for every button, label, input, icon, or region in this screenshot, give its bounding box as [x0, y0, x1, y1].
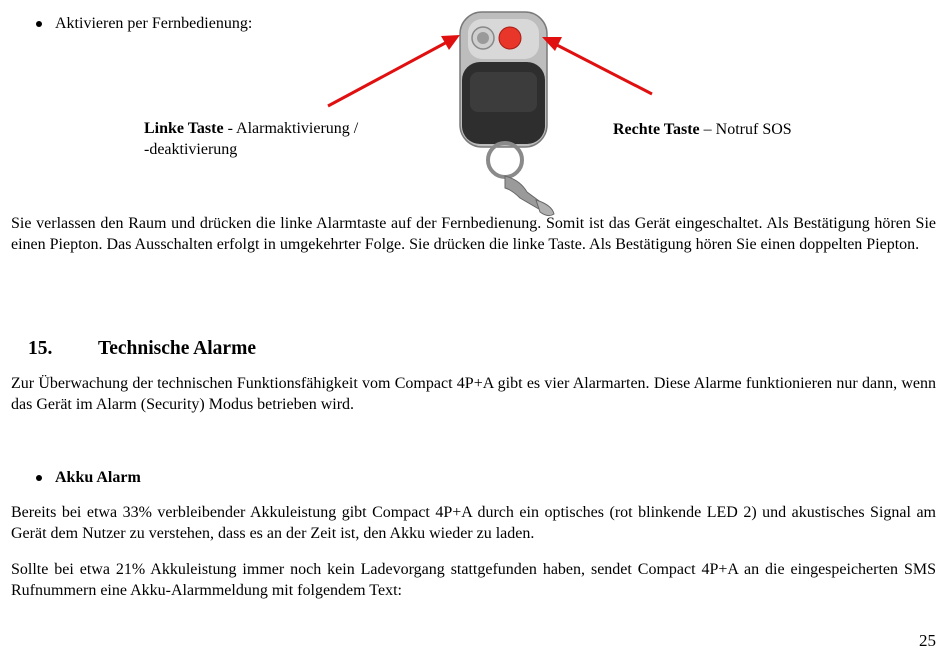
section-title: Technische Alarme: [98, 338, 256, 359]
key-fob-image: [460, 12, 554, 216]
left-key-desc-1: - Alarmaktivierung /: [223, 120, 359, 137]
right-key-desc: – Notruf SOS: [699, 121, 792, 138]
section-heading: [28, 337, 256, 361]
right-key-label: Rechte Taste: [613, 121, 700, 138]
intro-bullet-text: Aktivieren per Fernbedienung:: [55, 15, 253, 32]
section-number: 15.: [28, 338, 53, 359]
paragraph-intro: Zur Überwachung der technischen Funktionsfähigkeit vom Compact 4P+A gibt es vier Alarmarten. Diese Alarme funktionieren nur dann, wenn das Gerät im Alarm (Security) Modus betrieben wird.: [11, 375, 936, 413]
paragraph-akku-2: Sollte bei etwa 21% Akkuleistung immer noch kein Ladevorgang stattgefunden haben, sendet Compact 4P+A an die eingespeicherten SMS Rufnummern eine Akku-Alarmmeldung mit folgendem Text:: [11, 561, 936, 599]
paragraph-remote: Sie verlassen den Raum und drücken die linke Alarmtaste auf der Fernbedienung. Somit ist das Gerät eingeschaltet. Als Bestätigung hören Sie einen Piepton. Das Ausschalten erfolgt in umgekehrter Folge. Sie drücken die linke Taste. Als Bestätigung hören Sie einen doppelten Piepton.: [11, 215, 936, 253]
right-key-caption: [613, 119, 792, 140]
akku-bullet: [36, 467, 141, 488]
left-key-desc-2: -deaktivierung: [144, 141, 238, 158]
left-arrow-icon: [328, 35, 460, 106]
left-key-caption: [144, 118, 444, 160]
sos-button-icon: [499, 27, 521, 49]
akku-bullet-text: Akku Alarm: [55, 469, 141, 486]
left-key-label: Linke Taste: [144, 120, 224, 137]
page-number: 25: [919, 631, 936, 650]
right-arrow-icon: [542, 37, 652, 94]
paragraph-akku-1: Bereits bei etwa 33% verbleibender Akkuleistung gibt Compact 4P+A durch ein optisches (rot blinkende LED 2) und akustisches Signal am Gerät dem Nutzer zu verstehen, dass es an der Zeit ist, den Akku wieder zu laden.: [11, 504, 936, 542]
key-ring-icon: [488, 143, 522, 177]
bullet-icon: [36, 475, 42, 481]
